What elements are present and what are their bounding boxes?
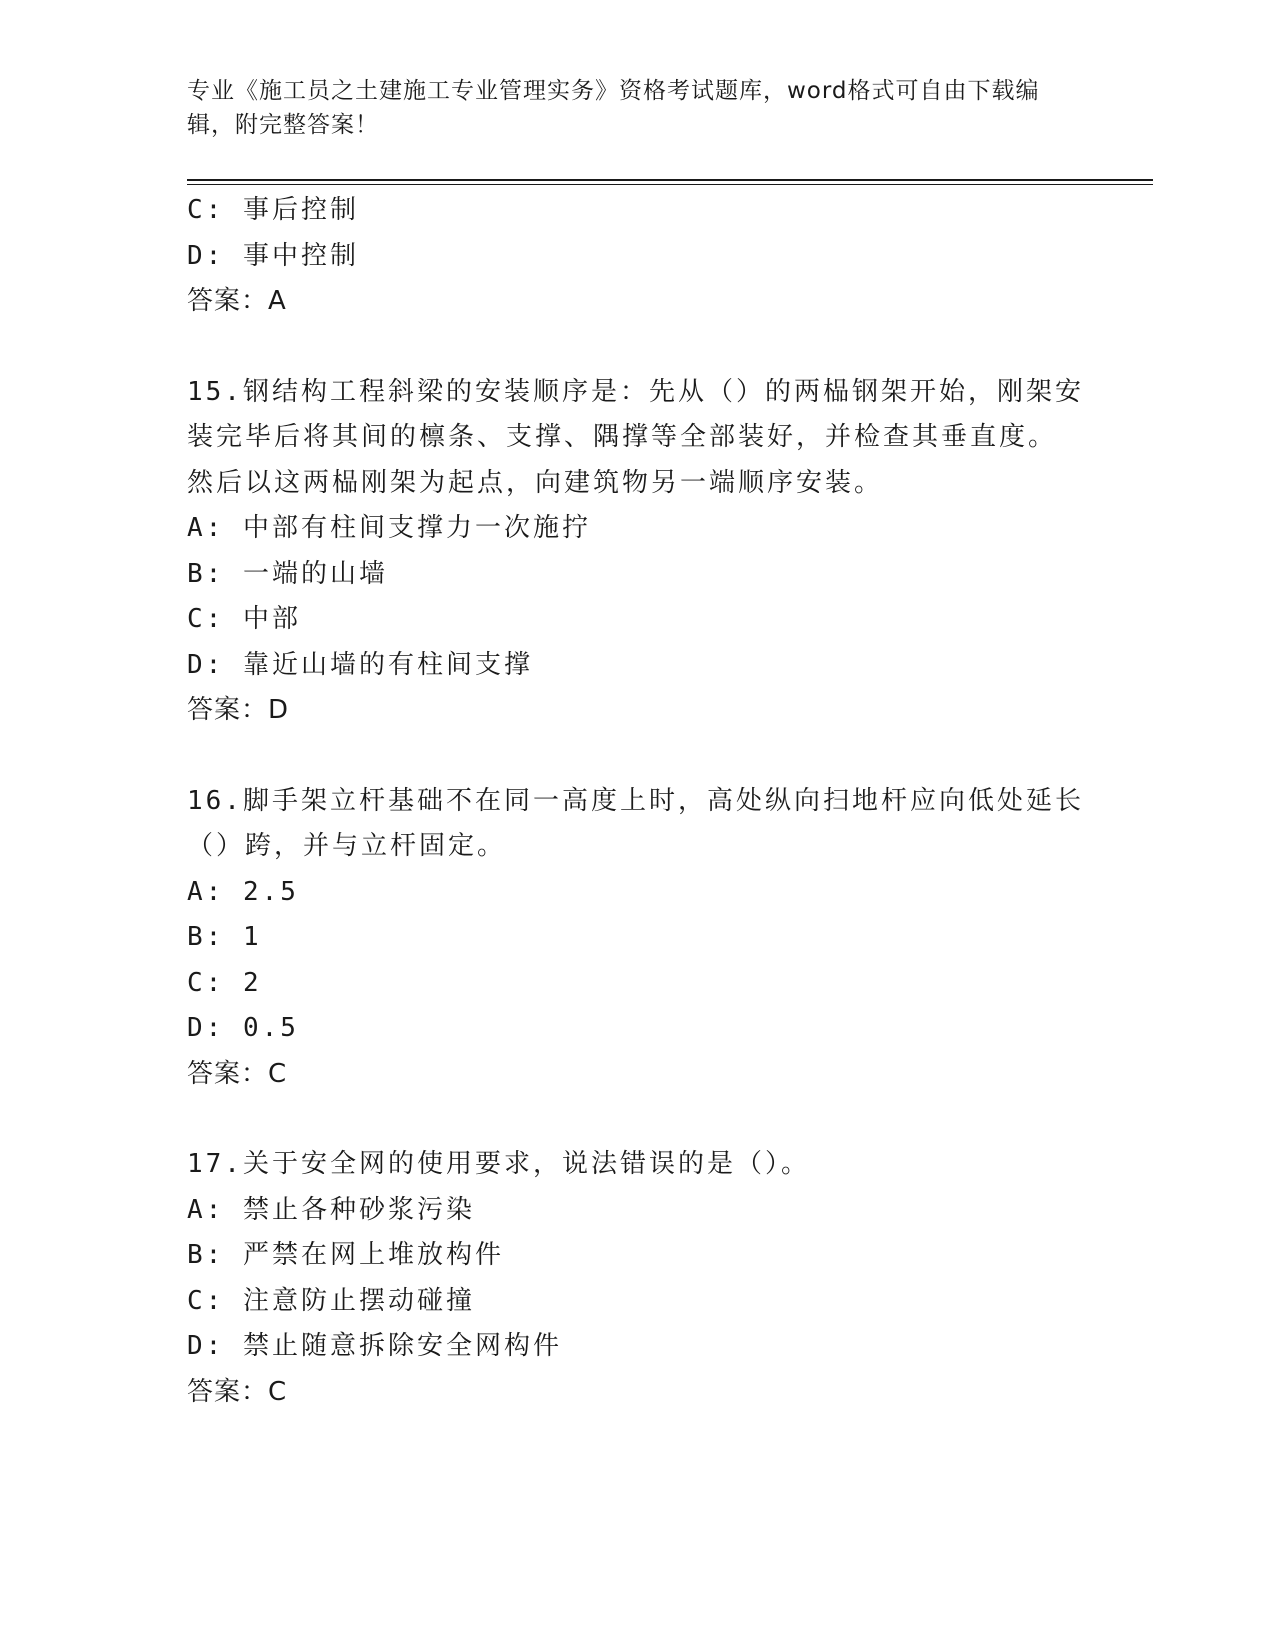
option-b: B: 严禁在网上堆放构件 bbox=[187, 1240, 504, 1270]
option-d: D: 禁止随意拆除安全网构件 bbox=[187, 1331, 562, 1361]
question-text-line: 15.钢结构工程斜梁的安装顺序是：先从（）的两榀钢架开始，刚架安 bbox=[187, 376, 1084, 407]
header-divider-thick bbox=[187, 179, 1153, 181]
question-17 bbox=[187, 1142, 1087, 1415]
option-a: A: 2.5 bbox=[187, 876, 299, 907]
question-text-line: 16.脚手架立杆基础不在同一高度上时，高处纵向扫地杆应向低处延长 bbox=[187, 785, 1084, 816]
header-line-2: 辑，附完整答案！ bbox=[187, 112, 379, 138]
option-c: C: 注意防止摆动碰撞 bbox=[187, 1285, 475, 1316]
option-c: C: 2 bbox=[187, 967, 262, 998]
spacer bbox=[187, 1097, 1087, 1142]
header-divider-thin bbox=[187, 184, 1153, 185]
answer-line: 答案：A bbox=[187, 286, 287, 316]
question-15 bbox=[187, 370, 1087, 734]
answer-line: 答案：D bbox=[187, 695, 290, 725]
answer-line: 答案：C bbox=[187, 1058, 288, 1089]
option-d: D: 靠近山墙的有柱间支撑 bbox=[187, 649, 533, 680]
prev-question-block bbox=[187, 188, 1087, 325]
option-b: B: 1 bbox=[187, 922, 262, 952]
spacer bbox=[187, 734, 1087, 779]
document-header bbox=[187, 74, 1067, 142]
option-a: A: 禁止各种砂浆污染 bbox=[187, 1194, 475, 1225]
question-content bbox=[187, 188, 1087, 1415]
option-a: A: 中部有柱间支撑力一次施拧 bbox=[187, 513, 591, 543]
question-text-line: 然后以这两榀刚架为起点，向建筑物另一端顺序安装。 bbox=[187, 467, 884, 498]
option-b: B: 一端的山墙 bbox=[187, 558, 388, 589]
question-text-line: 17.关于安全网的使用要求，说法错误的是（）。 bbox=[187, 1149, 810, 1179]
option-c: C: 事后控制 bbox=[187, 195, 359, 225]
question-text-line: （）跨，并与立杆固定。 bbox=[187, 831, 507, 861]
option-d: D: 事中控制 bbox=[187, 240, 359, 271]
option-d: D: 0.5 bbox=[187, 1013, 299, 1043]
question-16 bbox=[187, 779, 1087, 1098]
question-text-line: 装完毕后将其间的檩条、支撑、隅撑等全部装好，并检查其垂直度。 bbox=[187, 422, 1058, 452]
answer-line: 答案：C bbox=[187, 1376, 288, 1407]
option-c: C: 中部 bbox=[187, 604, 301, 634]
header-line-1: 专业《施工员之土建施工专业管理实务》资格考试题库，word格式可自由下载编 bbox=[187, 78, 1040, 104]
spacer bbox=[187, 325, 1087, 370]
